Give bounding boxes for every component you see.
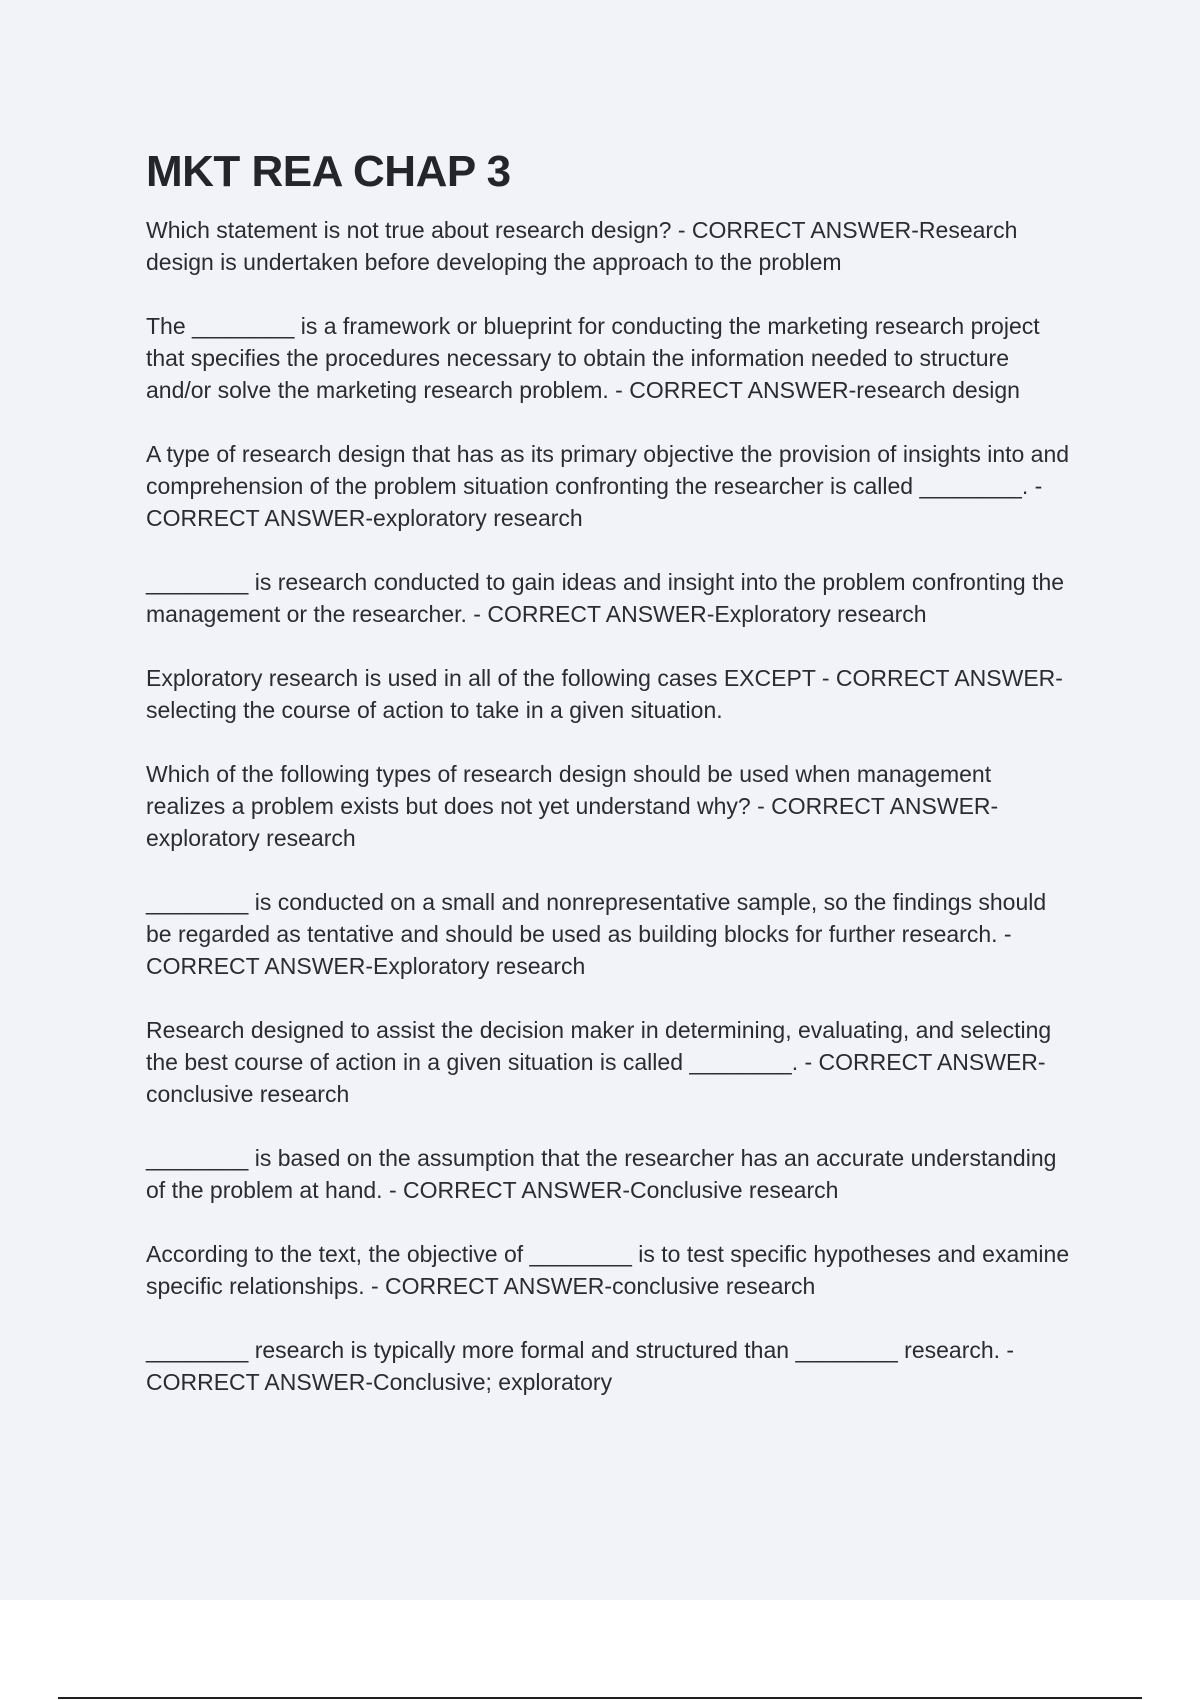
qa-item: A type of research design that has as its primary objective the provision of insights into and comprehension of the problem situation confronting the researcher is called ________. - CORRECT ANSWER-exploratory research [146, 441, 1076, 531]
qa-item: According to the text, the objective of ________ is to test specific hypotheses and examine specific relationships. - CORRECT ANSWER-conclusive research [146, 1241, 1076, 1299]
qa-item: ________ is based on the assumption that the researcher has an accurate understanding of the problem at hand. - CORRECT ANSWER-Conclusive research [146, 1145, 1063, 1203]
qa-item: ________ research is typically more formal and structured than ________ research. - CORRECT ANSWER-Conclusive; exploratory [146, 1337, 1021, 1395]
qa-item: Exploratory research is used in all of the following cases EXCEPT - CORRECT ANSWER-selecting the course of action to take in a given situation. [146, 665, 1063, 723]
qa-item: The ________ is a framework or blueprint for conducting the marketing research project that specifies the procedures necessary to obtain the information needed to structure and/or solve the marketing research problem. - CORRECT ANSWER-research design [146, 313, 1047, 403]
qa-item: ________ is research conducted to gain ideas and insight into the problem confronting the management or the researcher. - CORRECT ANSWER-Exploratory research [146, 569, 1071, 627]
qa-item: Research designed to assist the decision maker in determining, evaluating, and selecting the best course of action in a given situation is called ________. - CORRECT ANSWER-conclusive research [146, 1017, 1058, 1107]
qa-item: Which of the following types of research design should be used when management realizes a problem exists but does not yet understand why? - CORRECT ANSWER-exploratory research [146, 761, 999, 851]
qa-item: ________ is conducted on a small and nonrepresentative sample, so the findings should be regarded as tentative and should be used as building blocks for further research. - CORRECT ANSWER-Exploratory research [146, 889, 1053, 979]
document-title: MKT REA CHAP 3 [146, 147, 511, 196]
document-content [146, 146, 1076, 1430]
footer-divider [58, 1697, 1142, 1699]
qa-item: Which statement is not true about research design? - CORRECT ANSWER-Research design is undertaken before developing the approach to the problem [146, 217, 1024, 275]
